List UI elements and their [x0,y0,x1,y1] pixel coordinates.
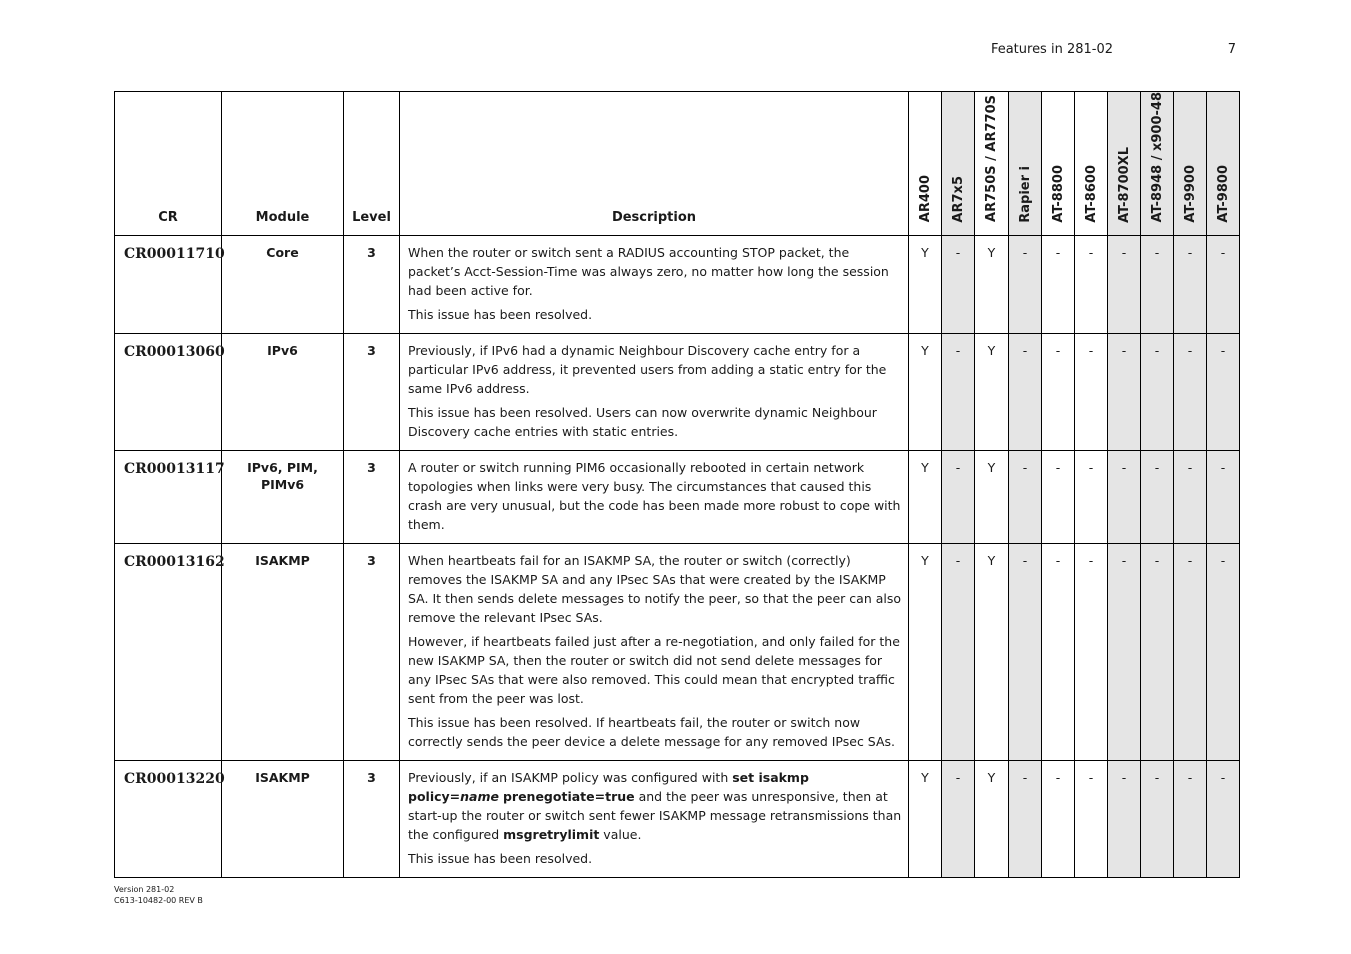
support-cell: Y [909,761,942,878]
table-row [115,334,1240,451]
description-paragraph: This issue has been resolved. [408,307,593,323]
support-cell: - [1009,544,1042,761]
column-header-product [975,92,1009,236]
support-cell: Y [909,544,942,761]
support-cell: - [1009,761,1042,878]
column-header-product [1174,92,1207,236]
support-cell: - [1075,334,1108,451]
column-header-product [909,92,942,236]
support-cell: - [1075,544,1108,761]
support-cell: - [1207,334,1240,451]
page-footer [114,884,203,906]
column-header-product [1075,92,1108,236]
description-paragraph: When heartbeats fail for an ISAKMP SA, the router or switch (correctly) removes the ISAKMP SA and any IPsec SAs that were created by the ISAKMP SA. It then sends delete messages to notify the peer, so that the peer can also remove the relevant IPsec SAs. [408,553,902,626]
module-name: IPv6, PIM, PIMv6 [222,451,344,544]
support-cell: - [1042,451,1075,544]
support-cell: - [942,761,975,878]
cr-number: CR00011710 [115,236,222,334]
command-text: prenegotiate=true [502,789,635,805]
cr-number: CR00013220 [115,761,222,878]
description-paragraph: A router or switch running PIM6 occasionally rebooted in certain network topologies when links were very busy. The circumstances that caused this crash are very unusual, but the code has been made more robust to cope with them. [408,460,901,533]
support-cell: - [1009,334,1042,451]
support-cell: - [1009,451,1042,544]
support-cell: - [1207,451,1240,544]
module-name: IPv6 [222,334,344,451]
description-text: and the peer was unresponsive, then at start-up the router or switch sent fewer ISAKMP message retransmissions than the configured [408,789,902,843]
cr-number: CR00013117 [115,451,222,544]
product-label: AT-8600 [1083,164,1099,223]
description-paragraph: This issue has been resolved. Users can now overwrite dynamic Neighbour Discovery cache entries with static entries. [408,405,877,440]
support-cell: - [1108,761,1141,878]
parameter-text: msgretrylimit [503,827,600,843]
support-cell: - [1075,236,1108,334]
description-cell [400,236,909,334]
description-paragraph: However, if heartbeats failed just after a re-negotiation, and only failed for the new ISAKMP SA, then the router or switch did not send delete messages for any IPsec SAs that were also removed. This could mean that encrypted traffic sent from the peer was lost. [408,634,900,707]
level-value: 3 [344,334,400,451]
support-cell: - [1141,451,1174,544]
support-cell: - [1141,236,1174,334]
description-cell [400,451,909,544]
features-table [114,91,1240,878]
column-header-product [1108,92,1141,236]
description-cell [400,544,909,761]
support-cell: - [1207,544,1240,761]
description-text: Previously, if an ISAKMP policy was configured with [408,770,733,786]
support-cell: - [1075,761,1108,878]
support-cell: Y [909,451,942,544]
support-cell: - [1141,544,1174,761]
support-cell: - [1042,544,1075,761]
table-row [115,544,1240,761]
support-cell: - [1108,544,1141,761]
column-header-description: Description [400,92,909,236]
product-label: AT-9800 [1215,164,1231,223]
support-cell: - [1009,236,1042,334]
support-cell: - [942,236,975,334]
cr-number: CR00013060 [115,334,222,451]
table-header-row [115,92,1240,236]
cr-number: CR00013162 [115,544,222,761]
module-name: ISAKMP [222,544,344,761]
column-header-product [1042,92,1075,236]
support-cell: Y [975,761,1009,878]
support-cell: - [1174,334,1207,451]
support-cell: - [1108,451,1141,544]
description-paragraph [408,768,902,844]
description-paragraph: Previously, if IPv6 had a dynamic Neighbour Discovery cache entry for a particular IPv6 address, it prevented users from adding a static entry for the same IPv6 address. [408,343,887,397]
product-label: AT-9900 [1182,164,1198,223]
description-paragraph: This issue has been resolved. [408,851,593,867]
command-text: set isakmp policy= [408,770,809,805]
product-label: AR400 [917,175,933,223]
support-cell: - [1042,761,1075,878]
support-cell: - [1075,451,1108,544]
support-cell: - [942,334,975,451]
column-header-level: Level [344,92,400,236]
support-cell: Y [909,236,942,334]
product-label: AT-8800 [1050,164,1066,223]
product-label: AR750S / AR770S [984,95,999,223]
support-cell: - [1042,334,1075,451]
table-row [115,451,1240,544]
description-cell [400,334,909,451]
page-header-title: Features in 281-02 [990,42,1113,57]
column-header-product [1141,92,1174,236]
support-cell: - [1207,236,1240,334]
column-header-module: Module [222,92,344,236]
product-label: Rapier i [1017,165,1033,223]
support-cell: - [1174,544,1207,761]
support-cell: - [1207,761,1240,878]
footer-version: Version 281-02 [114,885,175,894]
column-header-product [942,92,975,236]
level-value: 3 [344,236,400,334]
support-cell: - [1174,451,1207,544]
support-cell: Y [975,544,1009,761]
support-cell: - [1108,334,1141,451]
level-value: 3 [344,544,400,761]
level-value: 3 [344,451,400,544]
footer-doc-id: C613-10482-00 REV B [114,896,203,905]
description-paragraph: When the router or switch sent a RADIUS accounting STOP packet, the packet’s Acct-Session-Time was always zero, no matter how long the session had been active for. [408,245,889,299]
product-label: AT-8700XL [1116,146,1132,223]
support-cell: Y [975,451,1009,544]
support-cell: - [1108,236,1141,334]
support-cell: Y [975,334,1009,451]
table-row [115,761,1240,878]
support-cell: Y [975,236,1009,334]
table-row [115,236,1240,334]
support-cell: Y [909,334,942,451]
column-header-product [1207,92,1240,236]
page-number: 7 [1227,42,1236,57]
support-cell: - [1042,236,1075,334]
level-value: 3 [344,761,400,878]
support-cell: - [1174,761,1207,878]
module-name: ISAKMP [222,761,344,878]
column-header-cr: CR [115,92,222,236]
support-cell: - [1141,761,1174,878]
support-cell: - [942,544,975,761]
description-text: value. [599,827,642,843]
support-cell: - [942,451,975,544]
product-label: AT-8948 / x900-48 [1149,92,1165,223]
support-cell: - [1174,236,1207,334]
column-header-product [1009,92,1042,236]
description-paragraph: This issue has been resolved. If heartbeats fail, the router or switch now correctly sends the peer device a delete message for any removed IPsec SAs. [408,715,895,750]
module-name: Core [222,236,344,334]
product-label: AR7x5 [950,175,966,223]
command-parameter: name [460,789,499,805]
description-cell [400,761,909,878]
support-cell: - [1141,334,1174,451]
